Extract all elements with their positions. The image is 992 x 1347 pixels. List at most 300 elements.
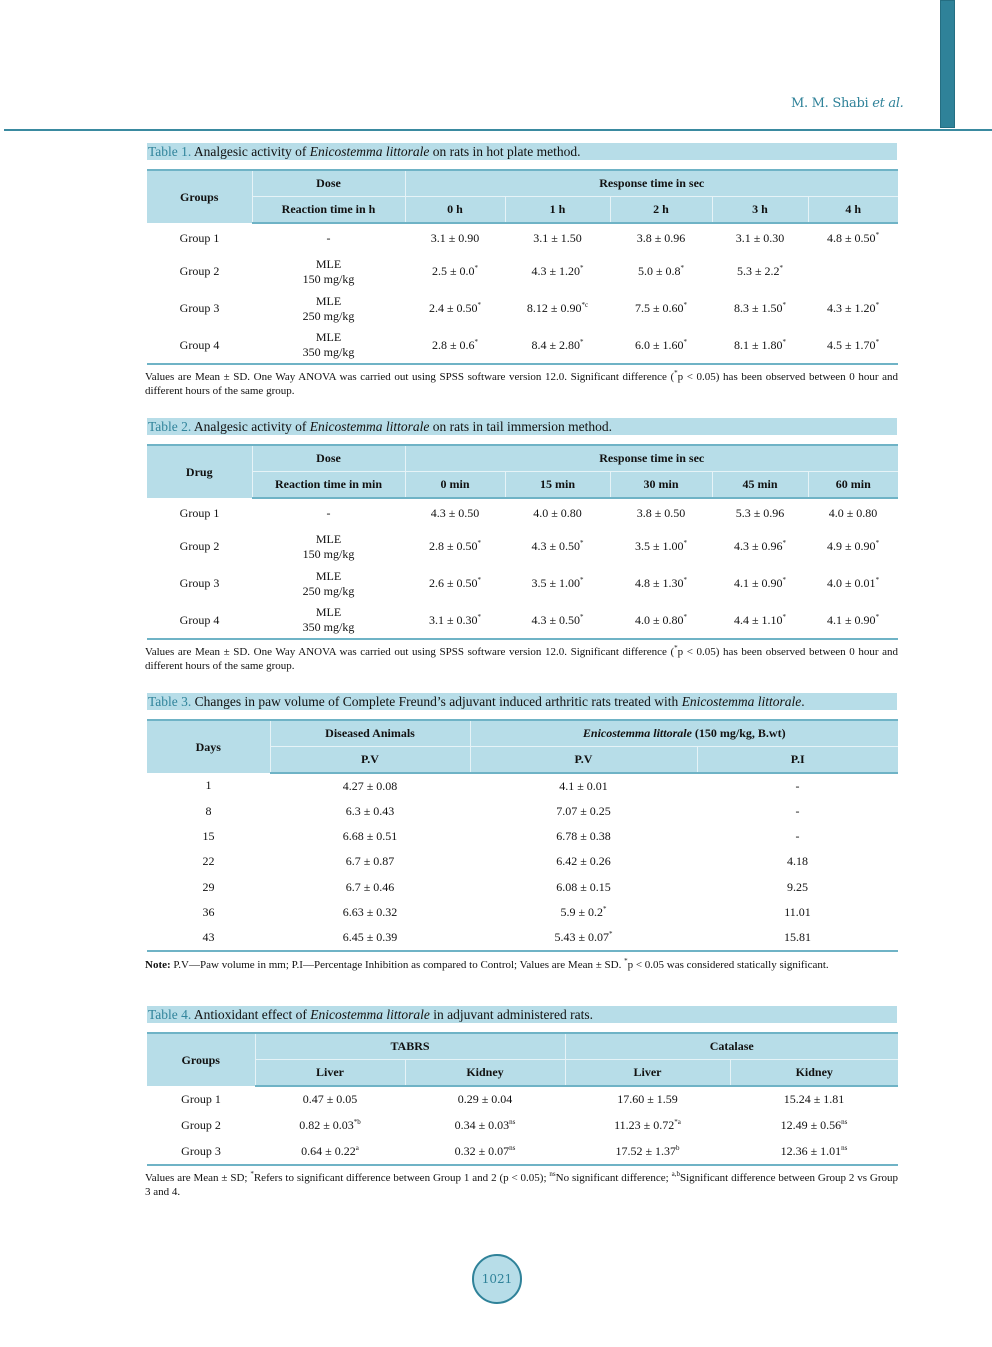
table-cell: [565, 1139, 730, 1165]
note-sup: *: [674, 644, 678, 652]
note-sup: *: [250, 1170, 254, 1178]
table-cell: Group 3: [179, 301, 220, 315]
table-3: [147, 719, 898, 952]
caption-text: on rats in hot plate method.: [429, 144, 581, 159]
cell-significance: *: [474, 264, 479, 272]
table-2-caption: [147, 418, 897, 435]
table-cell: [712, 602, 808, 639]
cell-value: 3.5 ± 1.00: [531, 576, 581, 590]
table-1-caption: [147, 143, 897, 160]
table-cell: Group 3: [147, 1139, 255, 1165]
table-cell: MLE 150 mg/kg: [302, 256, 355, 286]
caption-text: in adjuvant administered rats.: [429, 1007, 593, 1022]
cell-value: 6.7 ± 0.46: [345, 879, 395, 894]
table-cell: [730, 1139, 898, 1165]
cell-significance: *: [580, 612, 584, 621]
table-cell: [712, 327, 808, 364]
cell-value: 0.29 ± 0.04: [457, 1092, 513, 1107]
table-4-caption: [147, 1006, 897, 1023]
cell-significance: *: [580, 576, 584, 584]
table-1: [147, 169, 898, 365]
cell-value: 17.60 ± 1.59: [617, 1092, 678, 1107]
table-cell: 11.01: [784, 905, 811, 920]
cell-value: 4.3 ± 1.20: [826, 301, 876, 315]
table-cell: MLE 350 mg/kg: [252, 602, 405, 639]
cell-value: 6.68 ± 0.51: [342, 828, 398, 843]
header-groups: Groups: [147, 170, 252, 223]
header-pv: P.V: [470, 747, 697, 774]
table-cell: -: [795, 778, 800, 793]
cell-value: 4.4 ± 1.10: [733, 612, 783, 627]
table-cell: -: [795, 803, 800, 818]
header-time: 60 min: [808, 472, 898, 499]
table-cell: [405, 223, 505, 253]
treated-dose: (150 mg/kg, B.wt): [691, 726, 786, 740]
cell-value: 0.82 ± 0.03: [299, 1117, 354, 1132]
table-cell: 36: [202, 905, 215, 920]
caption-text: Analgesic activity of: [191, 419, 310, 434]
cell-significance: a: [355, 1143, 359, 1152]
table-cell: [405, 1139, 565, 1165]
note-text: Values are Mean ± SD. One Way ANOVA was carried out using SPSS software version 12.0. Significant difference (: [145, 646, 675, 658]
table-row: [147, 1086, 898, 1112]
cell-value: 6.78 ± 0.38: [556, 828, 611, 843]
header-dose: Dose: [252, 170, 405, 197]
table-cell: [270, 900, 470, 925]
table-cell: [270, 925, 470, 950]
page-number: 1021: [472, 1254, 522, 1304]
table-cell: MLE 150 mg/kg: [302, 531, 355, 561]
header-tabrs: TABRS: [255, 1033, 565, 1060]
cell-value: 4.3 ± 0.96: [733, 539, 783, 553]
table-4: [147, 1032, 898, 1166]
table-row: [147, 798, 898, 823]
cell-significance: *: [875, 612, 880, 621]
cell-value: 6.45 ± 0.39: [342, 930, 398, 945]
table-cell: Group 2: [181, 1117, 221, 1132]
author-name: M. M. Shabi: [791, 96, 869, 111]
table-cell: [470, 875, 697, 900]
cell-significance: *: [683, 301, 688, 309]
header-time: 15 min: [505, 472, 610, 499]
table-cell: [808, 253, 898, 290]
table-cell: [808, 290, 898, 327]
cell-value: 6.3 ± 0.43: [345, 803, 395, 818]
cell-value: 3.5 ± 1.00: [634, 539, 684, 553]
table-cell: [255, 1139, 405, 1165]
cell-value: 3.8 ± 0.96: [636, 231, 686, 245]
cell-value: 4.5 ± 1.70: [826, 337, 876, 352]
table-row: [147, 528, 898, 565]
table-cell: [470, 824, 697, 849]
table-cell: [730, 1086, 898, 1112]
table-row: [147, 223, 898, 253]
table-cell: 8: [205, 803, 212, 818]
table-cell: [470, 849, 697, 874]
table-row: [147, 1139, 898, 1165]
cell-significance: *: [683, 576, 688, 584]
cell-value: 8.1 ± 1.80: [733, 337, 783, 352]
table-4-note: [145, 1171, 898, 1199]
note-text: P.V—Paw volume in mm; P.I—Percentage Inhibition as compared to Control; Values are Mean ± SD.: [170, 959, 625, 971]
cell-significance: *b: [353, 1117, 361, 1126]
cell-significance: *: [782, 576, 787, 584]
table-cell: [270, 875, 470, 900]
cell-value: 8.12 ± 0.90: [526, 301, 582, 315]
cell-significance: ns: [509, 1117, 516, 1126]
header-drug: Drug: [147, 445, 252, 498]
cell-significance: *: [683, 337, 688, 346]
cell-value: 3.1 ± 0.30: [735, 231, 785, 245]
table-row: [147, 602, 898, 639]
table-cell: [405, 565, 505, 602]
table-cell: [808, 223, 898, 253]
cell-significance: *: [683, 539, 688, 547]
table-row: [147, 824, 898, 849]
header-reaction: Reaction time in h: [252, 197, 405, 224]
table-cell: Group 2: [179, 539, 220, 553]
cell-value: 4.3 ± 0.50: [430, 506, 480, 520]
table-cell: [610, 223, 712, 253]
cell-value: 6.0 ± 1.60: [634, 337, 684, 352]
cell-value: 4.27 ± 0.08: [342, 778, 398, 793]
table-cell: [610, 602, 712, 639]
table-cell: MLE 250 mg/kg: [302, 293, 355, 323]
cell-value: 4.3 ± 0.50: [531, 539, 581, 553]
cell-value: 5.9 ± 0.2: [560, 905, 604, 920]
caption-text: on rats in tail immersion method.: [429, 419, 612, 434]
cell-value: 4.0 ± 0.80: [634, 612, 684, 627]
table-cell: [270, 798, 470, 823]
table-cell: [405, 602, 505, 639]
table-cell: Group 4: [147, 327, 252, 364]
table-cell: 43: [147, 925, 270, 950]
table-cell: [255, 1112, 405, 1138]
cell-value: 12.49 ± 0.56: [780, 1117, 842, 1132]
cell-value: 4.0 ± 0.01: [826, 576, 876, 590]
table-cell: [270, 849, 470, 874]
note-sup: *: [674, 369, 678, 377]
table-row: [147, 849, 898, 874]
note-text: p < 0.05 was considered statically significant.: [627, 959, 829, 971]
cell-value: 3.1 ± 0.30: [428, 612, 478, 627]
table-cell: [405, 498, 505, 528]
header-time: 1 h: [505, 197, 610, 224]
table-cell: 29: [202, 879, 215, 894]
table-cell: [610, 327, 712, 364]
table-3-note: [145, 958, 898, 972]
header-groups: Groups: [147, 1033, 255, 1086]
cell-significance: *: [580, 539, 584, 547]
table-cell: [405, 1086, 565, 1112]
table-row: [147, 875, 898, 900]
running-header-author: [791, 96, 904, 111]
table-row: [147, 1112, 898, 1138]
table-row: [147, 925, 898, 950]
caption-text: Analgesic activity of: [191, 144, 310, 159]
cell-value: 0.64 ± 0.22: [301, 1143, 356, 1158]
table-cell: [565, 1086, 730, 1112]
header-time: 3 h: [712, 197, 808, 224]
table-row: [147, 290, 898, 327]
table-cell: [505, 253, 610, 290]
header-treated: [470, 720, 898, 747]
cell-value: 3.1 ± 0.90: [430, 231, 480, 245]
header-catalase: Catalase: [565, 1033, 898, 1060]
cell-value: 7.07 ± 0.25: [556, 803, 611, 818]
cell-significance: *a: [674, 1117, 681, 1126]
table-cell: [505, 498, 610, 528]
cell-value: 0.47 ± 0.05: [302, 1092, 358, 1107]
cell-value: 4.1 ± 0.90: [826, 612, 876, 627]
table-cell: [270, 773, 470, 798]
caption-label: Table 4.: [148, 1007, 192, 1022]
table-cell: [270, 824, 470, 849]
cell-value: 2.4 ± 0.50: [428, 301, 478, 315]
header-response: Response time in sec: [405, 170, 898, 197]
note-label: Note:: [145, 959, 171, 971]
header-time: 45 min: [712, 472, 808, 499]
header-liver: Liver: [255, 1060, 405, 1087]
cell-value: 3.8 ± 0.50: [636, 506, 686, 520]
cell-significance: *: [875, 539, 880, 547]
cell-value: 2.8 ± 0.50: [428, 539, 478, 553]
header-liver: Liver: [565, 1060, 730, 1087]
note-sup: a,b: [671, 1170, 680, 1178]
caption-species: Enicostemma littorale: [309, 144, 430, 159]
caption-label: Table 3.: [148, 694, 192, 709]
table-row: [147, 253, 898, 290]
header-time: 4 h: [808, 197, 898, 224]
table-cell: MLE 350 mg/kg: [252, 327, 405, 364]
author-suffix: et al.: [872, 96, 904, 111]
header-time: 2 h: [610, 197, 712, 224]
header-time: 0 min: [405, 472, 505, 499]
table-cell: [712, 565, 808, 602]
cell-value: 0.32 ± 0.07: [454, 1143, 510, 1158]
table-cell: 22: [202, 854, 215, 869]
cell-significance: *: [477, 576, 482, 584]
table-1-note: [145, 370, 898, 398]
table-row: [147, 900, 898, 925]
cell-significance: *: [477, 612, 482, 621]
caption-species: Enicostemma littorale: [681, 694, 802, 709]
header-diseased: Diseased Animals: [270, 720, 470, 747]
table-cell: Group 2: [179, 264, 220, 278]
header-time: 30 min: [610, 472, 712, 499]
cell-value: 6.08 ± 0.15: [556, 879, 611, 894]
cell-value: 8.3 ± 1.50: [733, 301, 783, 315]
table-cell: [405, 290, 505, 327]
table-row: [147, 565, 898, 602]
cell-significance: *: [782, 612, 787, 621]
note-text: No significant difference;: [555, 1172, 672, 1184]
table-cell: -: [795, 828, 800, 843]
table-cell: [610, 290, 712, 327]
cell-significance: *: [603, 905, 607, 914]
caption-label: Table 2.: [148, 419, 192, 434]
table-cell: [405, 253, 505, 290]
table-row: [147, 773, 898, 798]
table-cell: [505, 290, 610, 327]
cell-significance: *: [782, 539, 787, 547]
cell-value: 15.24 ± 1.81: [783, 1092, 845, 1107]
cell-value: 5.3 ± 2.2: [736, 264, 780, 278]
cell-value: 12.36 ± 1.01: [780, 1143, 842, 1158]
table-cell: [470, 925, 697, 950]
cell-significance: b: [676, 1143, 680, 1152]
table-cell: Group 1: [181, 1091, 221, 1106]
table-cell: [405, 1112, 565, 1138]
table-cell: 4.18: [787, 854, 808, 869]
caption-text: Antioxidant effect of: [191, 1007, 311, 1022]
caption-text: Changes in paw volume of Complete Freund’s adjuvant induced arthritic rats treated with: [191, 694, 682, 709]
table-cell: [505, 528, 610, 565]
table-cell: [470, 773, 697, 798]
table-cell: [712, 223, 808, 253]
cell-value: 7.5 ± 0.60: [634, 301, 684, 315]
cell-significance: ns: [841, 1117, 848, 1126]
table-cell: [405, 327, 505, 364]
caption-label: Table 1.: [148, 144, 192, 159]
table-cell: 15.81: [697, 925, 898, 950]
table-row: [147, 327, 898, 364]
cell-significance: *: [782, 337, 787, 346]
table-cell: [808, 565, 898, 602]
cell-significance: ns: [509, 1143, 516, 1152]
cell-significance: *c: [581, 301, 589, 309]
table-cell: [808, 528, 898, 565]
cell-value: 5.43 ± 0.07: [554, 930, 610, 945]
note-sup: ns: [549, 1170, 556, 1178]
cell-significance: *: [474, 337, 479, 346]
cell-value: 2.8 ± 0.6: [431, 337, 475, 352]
cell-value: 4.0 ± 0.80: [533, 506, 582, 520]
note-sup: *: [624, 957, 628, 965]
table-cell: Group 3: [179, 576, 220, 590]
table-cell: [610, 528, 712, 565]
cell-value: 4.0 ± 0.80: [828, 506, 878, 520]
caption-text: .: [801, 694, 805, 709]
cell-significance: *: [875, 337, 880, 346]
header-days: Days: [147, 720, 270, 773]
cell-significance: *: [875, 576, 880, 584]
table-cell: MLE 250 mg/kg: [302, 568, 355, 598]
cell-value: 0.34 ± 0.03: [454, 1117, 510, 1132]
header-time: 0 h: [405, 197, 505, 224]
cell-significance: *: [782, 301, 787, 309]
header-reaction: Reaction time in min: [252, 472, 405, 499]
cell-value: 4.1 ± 0.01: [559, 778, 608, 793]
table-cell: [610, 498, 712, 528]
table-cell: [730, 1112, 898, 1138]
header-kidney: Kidney: [730, 1060, 898, 1087]
treated-species: Enicostemma littorale: [582, 726, 692, 740]
table-row: [147, 498, 898, 528]
cell-value: 4.3 ± 0.50: [531, 612, 581, 627]
cell-value: 6.63 ± 0.32: [342, 905, 398, 920]
table-cell: [565, 1112, 730, 1138]
header-pv: P.V: [270, 747, 470, 774]
note-text: Refers to significant difference between Group 1 and 2 (p < 0.05);: [253, 1172, 550, 1184]
table-cell: [712, 528, 808, 565]
cell-significance: ns: [841, 1143, 848, 1152]
cell-significance: *: [580, 264, 584, 272]
header-rule: [4, 129, 992, 131]
header-pi: P.I: [697, 747, 898, 774]
cell-value: 5.0 ± 0.8: [637, 264, 681, 278]
cell-value: 17.52 ± 1.37: [615, 1143, 677, 1158]
cell-value: 2.6 ± 0.50: [428, 576, 478, 590]
caption-species: Enicostemma littorale: [310, 1007, 430, 1022]
header-kidney: Kidney: [405, 1060, 565, 1087]
table-cell: 15: [202, 828, 215, 843]
table-cell: Group 4: [147, 602, 252, 639]
table-cell: -: [326, 231, 331, 245]
side-accent-bar: [940, 0, 955, 128]
note-text: Values are Mean ± SD. One Way ANOVA was carried out using SPSS software version 12.0. Significant difference (: [145, 371, 675, 383]
cell-value: 6.42 ± 0.26: [556, 854, 611, 869]
table-cell: [712, 290, 808, 327]
cell-value: 11.23 ± 0.72: [614, 1117, 675, 1132]
cell-significance: *: [609, 930, 613, 939]
cell-value: 4.9 ± 0.90: [826, 539, 876, 553]
table-cell: 1: [205, 778, 212, 793]
cell-value: 4.3 ± 1.20: [531, 264, 581, 278]
table-cell: 9.25: [787, 879, 808, 894]
note-text: Significant difference between Group 2 vs Group 3 and 4.: [145, 1172, 898, 1198]
table-cell: [505, 223, 610, 253]
table-cell: [610, 253, 712, 290]
table-cell: [470, 798, 697, 823]
table-cell: [505, 565, 610, 602]
header-response: Response time in sec: [405, 445, 898, 472]
cell-value: 4.1 ± 0.90: [733, 576, 783, 590]
table-cell: [610, 565, 712, 602]
cell-value: 3.1 ± 1.50: [533, 231, 582, 245]
cell-value: 5.3 ± 0.96: [735, 506, 785, 520]
table-cell: [505, 602, 610, 639]
table-cell: [470, 900, 697, 925]
cell-value: 8.4 ± 2.80: [531, 337, 581, 352]
table-cell: [712, 498, 808, 528]
table-3-caption: [147, 693, 897, 710]
table-cell: Group 1: [179, 230, 220, 245]
cell-significance: *: [875, 231, 880, 239]
cell-significance: *: [875, 301, 880, 309]
cell-significance: *: [477, 301, 482, 309]
caption-species: Enicostemma littorale: [309, 419, 430, 434]
note-text: p < 0.05) has been observed between 0 hour and different hours of the same group.: [145, 646, 898, 672]
table-cell: [808, 327, 898, 364]
cell-value: 6.7 ± 0.87: [345, 854, 395, 869]
header-dose: Dose: [252, 445, 405, 472]
cell-significance: *: [477, 539, 482, 547]
table-cell: [808, 498, 898, 528]
cell-significance: *: [680, 264, 685, 272]
cell-significance: *: [683, 612, 688, 621]
table-2-note: [145, 645, 898, 673]
table-cell: Group 1: [179, 505, 220, 520]
table-cell: [712, 253, 808, 290]
cell-value: 4.8 ± 1.30: [634, 576, 684, 590]
cell-value: 2.5 ± 0.0: [431, 264, 475, 278]
note-text: Values are Mean ± SD;: [145, 1172, 251, 1184]
note-text: p < 0.05) has been observed between 0 hour and different hours of the same group.: [145, 371, 898, 397]
table-cell: -: [326, 506, 331, 520]
cell-significance: *: [779, 264, 784, 272]
table-cell: [405, 528, 505, 565]
